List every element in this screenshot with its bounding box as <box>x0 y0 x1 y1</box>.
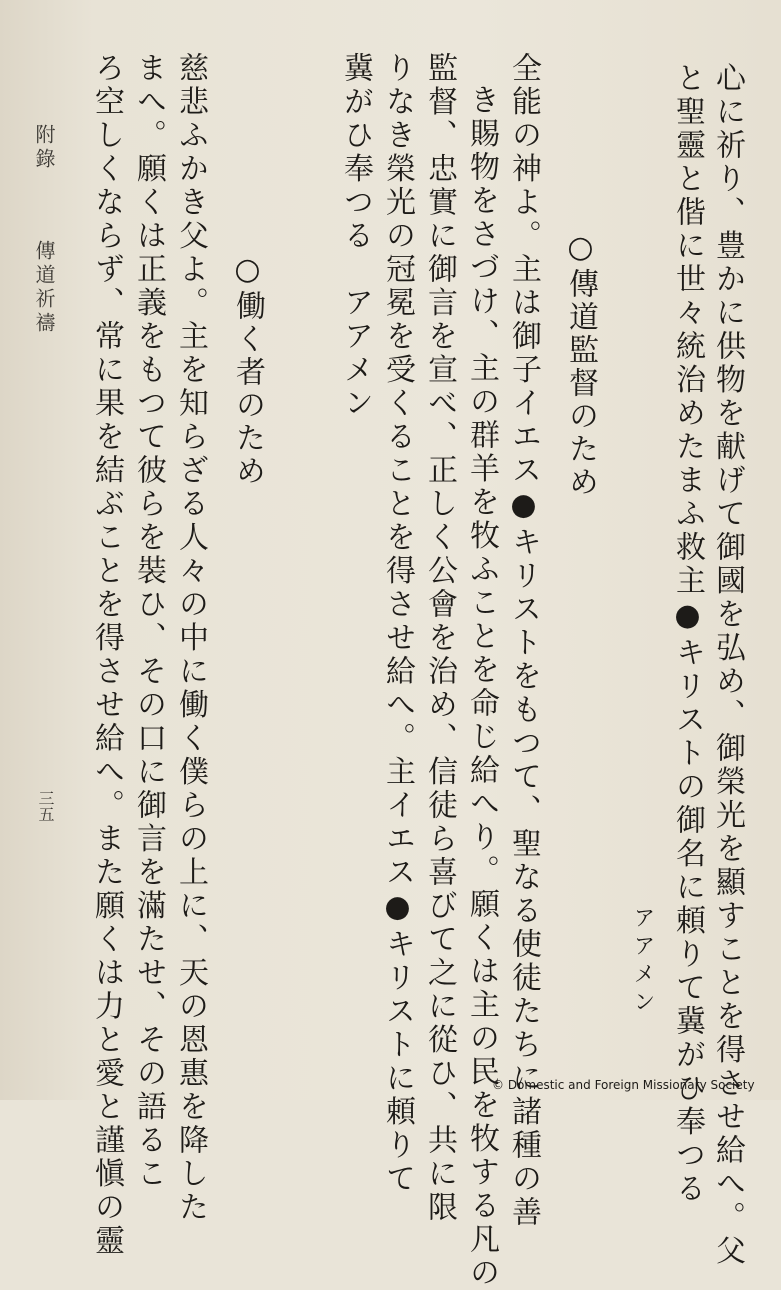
text-column-3: 全能の神よ。主は御子イエス●キリストをもつて、聖なる使徒たちに諸種の善 <box>506 52 541 1230</box>
margin-section-label: 附錄 <box>32 124 56 172</box>
text-column-4: き賜物をさづけ、主の群羊を牧ふことを命じ給へり。願くは主の民を牧する凡の <box>464 84 499 1290</box>
text-column-6: りなき榮光の冠冕を受くることを得させ給へ。主イエス●キリストに頼りて <box>380 52 415 1196</box>
text-column-7: 冀がひ奉つる アアメン <box>338 52 373 421</box>
text-column-2: と聖靈と偕に世々統治めたまふ救主●キリストの御名に頼りて冀がひ奉つる <box>670 62 705 1206</box>
copyright-notice: © Domestic and Foreign Missionary Society <box>492 1078 755 1092</box>
text-column-1: 心に祈り、豊かに供物を献げて御國を弘め、御榮光を顯すことを得させ給へ。父 <box>710 62 745 1268</box>
section-heading-workers: ○働く者のため <box>230 252 265 488</box>
text-column-10: ろ空しくならず、常に果を結ぶことを得させ給へ。また願くは力と愛と謹愼の靈 <box>89 52 124 1258</box>
text-column-5: 監督、忠實に御言を宣べ、正しく公會を治め、信徒ら喜びて之に從ひ、共に限 <box>422 52 457 1225</box>
text-column-9: まへ。願くは正義をもつて彼らを裝ひ、その口に御言を滿たせ、その語るこ <box>131 52 166 1191</box>
page-number: 三五 <box>36 790 55 822</box>
section-heading-missionary-bishop: ○傳道監督のため <box>563 230 598 499</box>
text-column-8: 慈悲ふかき父よ。主を知らざる人々の中に働く僕らの上に、天の恩惠を降した <box>173 52 208 1225</box>
amen-text-1: アアメン <box>630 906 655 1018</box>
margin-running-title: 傳道祈禱 <box>32 240 56 336</box>
